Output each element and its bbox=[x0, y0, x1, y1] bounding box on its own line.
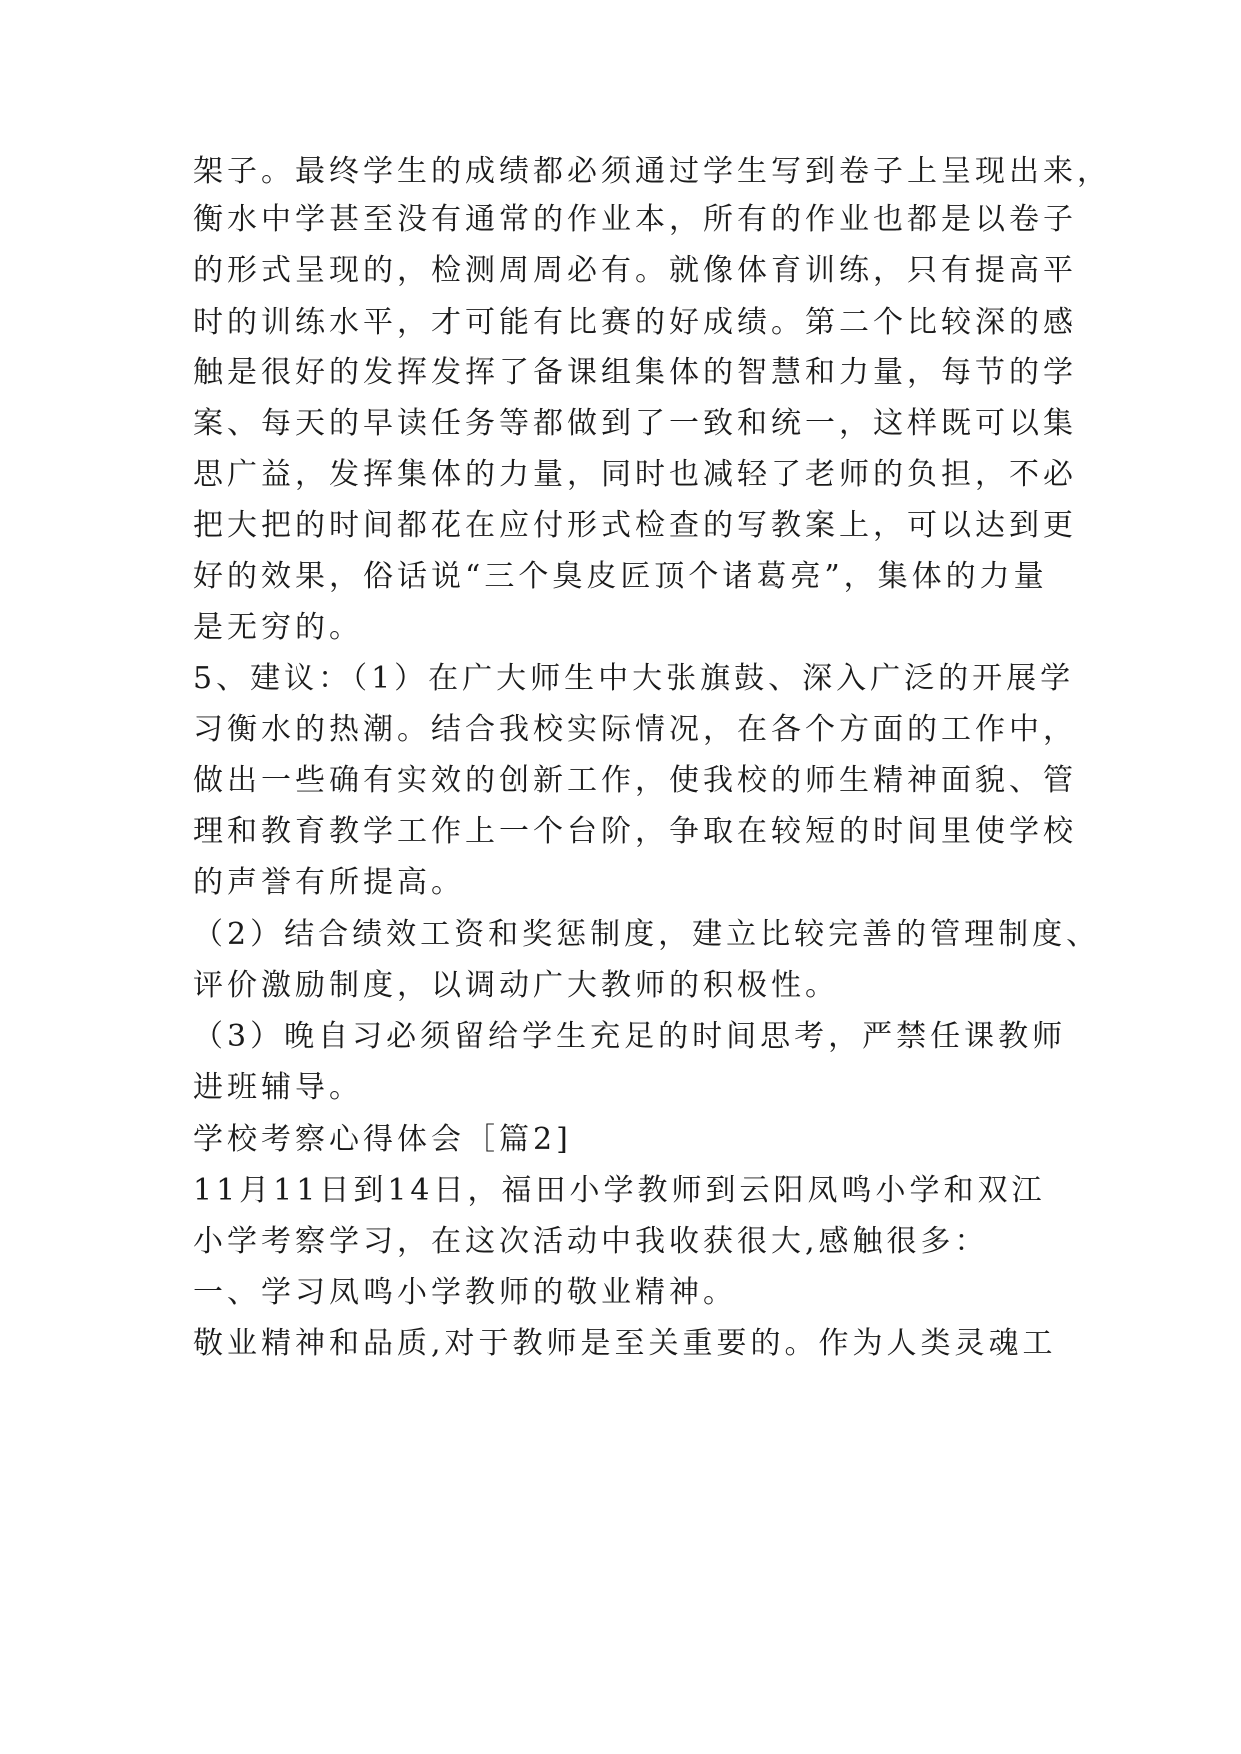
text-line: 架子。最终学生的成绩都必须通过学生写到卷子上呈现出来， bbox=[193, 154, 1111, 189]
text-line: 时的训练水平，才可能有比赛的好成绩。第二个比较深的感 bbox=[193, 305, 1077, 340]
text-line: 习衡水的热潮。结合我校实际情况，在各个方面的工作中， bbox=[193, 712, 1077, 747]
text-line: 小学考察学习，在这次活动中我收获很大,感触很多： bbox=[193, 1224, 989, 1259]
text-line: 是无穷的。 bbox=[193, 610, 363, 645]
text-line: 11月11日到14日，福田小学教师到云阳凤鸣小学和双江 bbox=[193, 1173, 1046, 1208]
text-line: 5、建议：（1）在广大师生中大张旗鼓、深入广泛的开展学 bbox=[193, 661, 1075, 696]
text-line: 一、学习凤鸣小学教师的敬业精神。 bbox=[193, 1275, 737, 1310]
text-line: 案、每天的早读任务等都做到了一致和统一，这样既可以集 bbox=[193, 406, 1077, 441]
text-line: 敬业精神和品质,对于教师是至关重要的。作为人类灵魂工 bbox=[193, 1326, 1057, 1361]
text-line: 评价激励制度，以调动广大教师的积极性。 bbox=[193, 968, 839, 1003]
text-line: 触是很好的发挥发挥了备课组集体的智慧和力量，每节的学 bbox=[193, 355, 1077, 390]
text-line: 衡水中学甚至没有通常的作业本，所有的作业也都是以卷子 bbox=[193, 202, 1077, 237]
text-line: 好的效果，俗话说“三个臭皮匠顶个诸葛亮”，集体的力量 bbox=[193, 559, 1048, 594]
text-line: 进班辅导。 bbox=[193, 1070, 363, 1105]
text-line: 理和教育教学工作上一个台阶，争取在较短的时间里使学校 bbox=[193, 814, 1077, 849]
text-line: 思广益，发挥集体的力量，同时也减轻了老师的负担，不必 bbox=[193, 457, 1077, 492]
text-line: 的声誉有所提高。 bbox=[193, 865, 465, 900]
text-line: （2）结合绩效工资和奖惩制度，建立比较完善的管理制度、 bbox=[193, 917, 1101, 952]
text-line: 把大把的时间都花在应付形式检查的写教案上，可以达到更 bbox=[193, 508, 1077, 543]
text-line: 做出一些确有实效的创新工作，使我校的师生精神面貌、管 bbox=[193, 763, 1077, 798]
text-line: （3）晚自习必须留给学生充足的时间思考，严禁任课教师 bbox=[193, 1019, 1067, 1054]
section-heading: 学校考察心得体会［篇2] bbox=[193, 1122, 572, 1157]
text-line: 的形式呈现的，检测周周必有。就像体育训练，只有提高平 bbox=[193, 253, 1077, 288]
